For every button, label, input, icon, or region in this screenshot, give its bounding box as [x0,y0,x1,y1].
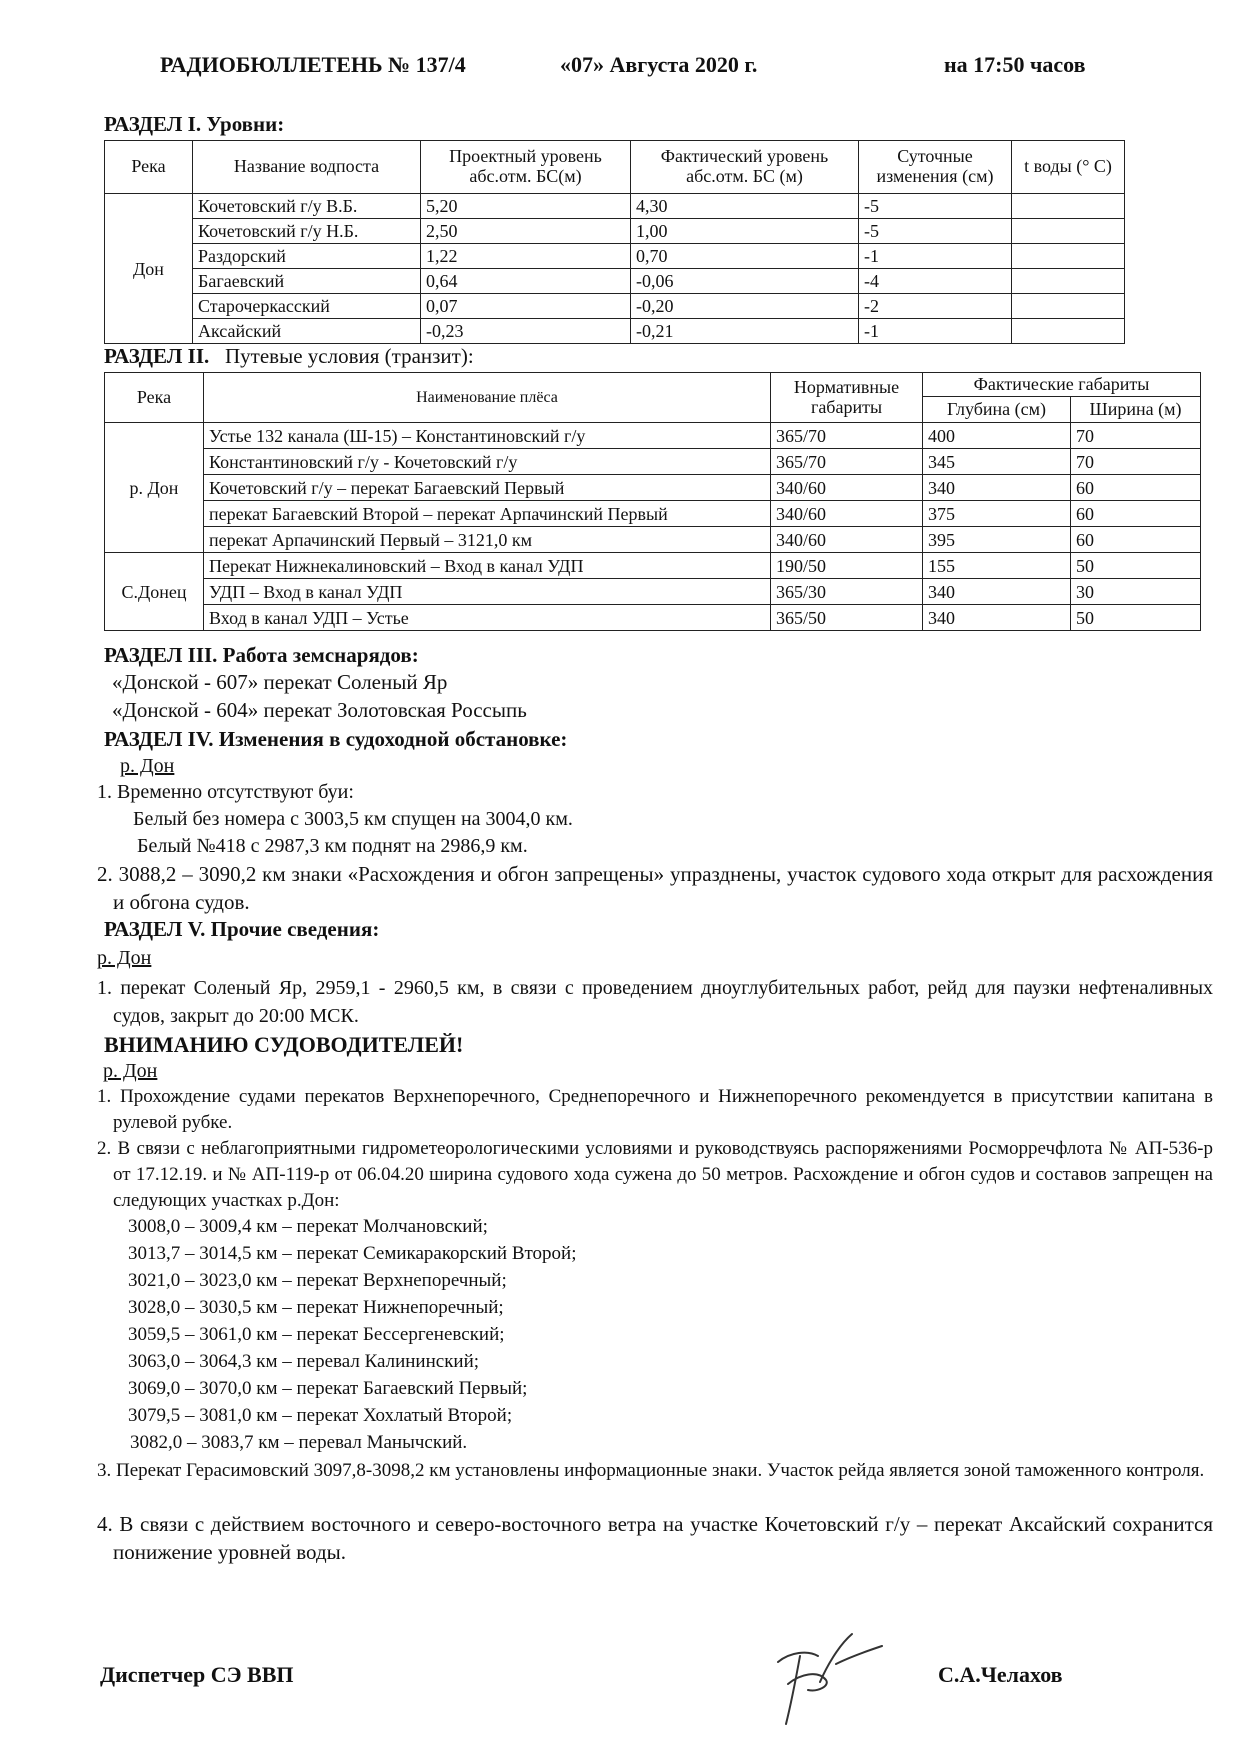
restricted-segment: 3082,0 – 3083,7 км – перевал Манычский. [130,1432,468,1453]
restricted-segment: 3021,0 – 3023,0 км – перекат Верхнепоречный; [128,1270,507,1291]
bulletin-date: «07» Августа 2020 г. [560,52,758,77]
actual-depth: 395 [923,527,1071,553]
daily-change: -1 [859,244,1012,269]
section1-title: РАЗДЕЛ I. Уровни: [104,112,285,136]
notice-subitem: Белый №418 с 2987,3 км поднят на 2986,9 км. [137,835,528,857]
levels-table [104,140,1125,344]
col-post: Название водпоста [193,141,421,194]
section4-title: РАЗДЕЛ IV. Изменения в судоходной обстановке: [104,727,568,751]
table-row [105,219,1125,244]
river-label: р. Дон [103,1060,158,1082]
transit-table [104,372,1201,631]
actual-depth: 340 [923,605,1071,631]
river-name: р. Дон [105,423,204,553]
reach-name: перекат Багаевский Второй – перекат Арпачинский Первый [204,501,771,527]
river-label: р. Дон [120,755,175,777]
attention-item: 4. В связи с действием восточного и северо-восточного ветра на участке Кочетовский г/у – перекат Аксайский сохранится понижение уровней воды. [97,1512,1213,1564]
water-temp [1012,269,1125,294]
daily-change: -5 [859,219,1012,244]
post-name: Аксайский [193,319,421,344]
project-level: 0,64 [421,269,631,294]
notice-item: 1. Временно отсутствуют буи: [97,781,354,803]
col-normative: Нормативные габариты [771,373,923,423]
actual-level: -0,21 [631,319,859,344]
notice-item: 1. перекат Соленый Яр, 2959,1 - 2960,5 км, в связи с проведением дноуглубительных работ, рейд для паузки нефтеналивных судов, закрыт до 20:00 МСК. [97,977,1213,1027]
water-temp [1012,194,1125,219]
project-level: 2,50 [421,219,631,244]
actual-level: -0,06 [631,269,859,294]
table-row [105,449,1201,475]
table-row [105,319,1125,344]
actual-depth: 340 [923,475,1071,501]
dredger-item: «Донской - 607» перекат Соленый Яр [112,670,448,694]
post-name: Кочетовский г/у В.Б. [193,194,421,219]
col-actual-dimensions: Фактические габариты [923,373,1201,397]
river-name: С.Донец [105,553,204,631]
col-water-temp: t воды (° С) [1012,141,1125,194]
col-depth: Глубина (см) [923,397,1071,423]
normative-dims: 340/60 [771,527,923,553]
daily-change: -5 [859,194,1012,219]
signatory-name: С.А.Челахов [938,1662,1063,1687]
actual-width: 70 [1071,423,1201,449]
actual-width: 60 [1071,527,1201,553]
actual-width: 60 [1071,501,1201,527]
notice-item: 2. 3088,2 – 3090,2 км знаки «Расхождения и обгон запрещены» упразднены, участок судового хода открыт для расхождения и обгона судов. [97,862,1213,914]
actual-width: 50 [1071,605,1201,631]
col-project-level: Проектный уровень абс.отм. БС(м) [421,141,631,194]
reach-name: Вход в канал УДП – Устье [204,605,771,631]
attention-item: 1. Прохождение судами перекатов Верхнепоречного, Среднепоречного и Нижнепоречного рекомендуется в присутствии капитана в рулевой рубке. [97,1086,1213,1133]
restricted-segment: 3028,0 – 3030,5 км – перекат Нижнепоречный; [128,1297,504,1318]
section2-title [104,344,474,369]
reach-name: Устье 132 канала (Ш-15) – Константиновский г/у [204,423,771,449]
table-row [105,194,1125,219]
normative-dims: 365/70 [771,423,923,449]
table-row [105,294,1125,319]
normative-dims: 340/60 [771,501,923,527]
project-level: 0,07 [421,294,631,319]
col-river: Река [105,373,204,423]
water-temp [1012,219,1125,244]
daily-change: -4 [859,269,1012,294]
col-actual-level: Фактический уровень абс.отм. БС (м) [631,141,859,194]
col-reach: Наименование плёса [204,373,771,423]
restricted-segment: 3013,7 – 3014,5 км – перекат Семикаракорский Второй; [128,1243,577,1264]
section5-title: РАЗДЕЛ V. Прочие сведения: [104,917,380,941]
reach-name: УДП – Вход в канал УДП [204,579,771,605]
signatory-position: Диспетчер СЭ ВВП [100,1662,294,1687]
actual-depth: 340 [923,579,1071,605]
bulletin-time: на 17:50 часов [944,52,1086,77]
table-row [105,423,1201,449]
transit-header-row [105,373,1201,397]
table-row [105,244,1125,269]
table-row [105,475,1201,501]
reach-name: Перекат Нижнекалиновский – Вход в канал УДП [204,553,771,579]
project-level: 1,22 [421,244,631,269]
col-daily-change: Суточные изменения (см) [859,141,1012,194]
actual-level: 1,00 [631,219,859,244]
actual-level: 4,30 [631,194,859,219]
table-row [105,579,1201,605]
water-temp [1012,294,1125,319]
actual-width: 50 [1071,553,1201,579]
reach-name: перекат Арпачинский Первый – 3121,0 км [204,527,771,553]
actual-depth: 400 [923,423,1071,449]
actual-depth: 345 [923,449,1071,475]
normative-dims: 365/70 [771,449,923,475]
dredger-item: «Донской - 604» перекат Золотовская Россыпь [112,698,527,722]
restricted-segment: 3069,0 – 3070,0 км – перекат Багаевский Первый; [128,1378,528,1399]
normative-dims: 340/60 [771,475,923,501]
section2-subtitle: Путевые условия (транзит): [225,344,474,368]
actual-depth: 375 [923,501,1071,527]
reach-name: Константиновский г/у - Кочетовский г/у [204,449,771,475]
project-level: -0,23 [421,319,631,344]
restricted-segment: 3008,0 – 3009,4 км – перекат Молчановский; [128,1216,488,1237]
restricted-segment: 3059,5 – 3061,0 км – перекат Бессергеневский; [128,1324,505,1345]
signature-image [760,1620,890,1740]
actual-level: -0,20 [631,294,859,319]
reach-name: Кочетовский г/у – перекат Багаевский Первый [204,475,771,501]
actual-width: 70 [1071,449,1201,475]
normative-dims: 365/30 [771,579,923,605]
water-temp [1012,244,1125,269]
water-temp [1012,319,1125,344]
attention-title: ВНИМАНИЮ СУДОВОДИТЕЛЕЙ! [104,1032,464,1057]
normative-dims: 365/50 [771,605,923,631]
normative-dims: 190/50 [771,553,923,579]
post-name: Кочетовский г/у Н.Б. [193,219,421,244]
project-level: 5,20 [421,194,631,219]
restricted-segment: 3063,0 – 3064,3 км – перевал Калининский; [128,1351,480,1372]
section3-title: РАЗДЕЛ III. Работа земснарядов: [104,643,419,667]
actual-level: 0,70 [631,244,859,269]
river-name: Дон [105,194,193,344]
restricted-segment: 3079,5 – 3081,0 км – перекат Хохлатый Второй; [128,1405,513,1426]
levels-header-row [105,141,1125,194]
actual-depth: 155 [923,553,1071,579]
section2-label: РАЗДЕЛ II. [104,344,210,368]
bulletin-title: РАДИОБЮЛЛЕТЕНЬ № 137/4 [160,52,466,77]
post-name: Старочеркасский [193,294,421,319]
daily-change: -2 [859,294,1012,319]
table-row [105,553,1201,579]
table-row [105,269,1125,294]
post-name: Раздорский [193,244,421,269]
table-row [105,605,1201,631]
actual-width: 60 [1071,475,1201,501]
daily-change: -1 [859,319,1012,344]
table-row [105,527,1201,553]
table-row [105,501,1201,527]
notice-subitem: Белый без номера с 3003,5 км спущен на 3004,0 км. [133,808,573,830]
river-label: р. Дон [97,947,152,969]
attention-item: 3. Перекат Герасимовский 3097,8-3098,2 км установлены информационные знаки. Участок рейда является зоной таможенного контроля. [97,1460,1205,1481]
col-width: Ширина (м) [1071,397,1201,423]
attention-item: 2. В связи с неблагоприятными гидрометеорологическими условиями и руководствуясь распоряжениями Росморречфлота № АП-536-р от 17.12.19. и № АП-119-р от 06.04.20 ширина судового хода сужена до 50 метров. Расхождение и обгон судов и составов запрещен на следующих участках р.Дон: [97,1138,1213,1211]
actual-width: 30 [1071,579,1201,605]
post-name: Багаевский [193,269,421,294]
col-river: Река [105,141,193,194]
